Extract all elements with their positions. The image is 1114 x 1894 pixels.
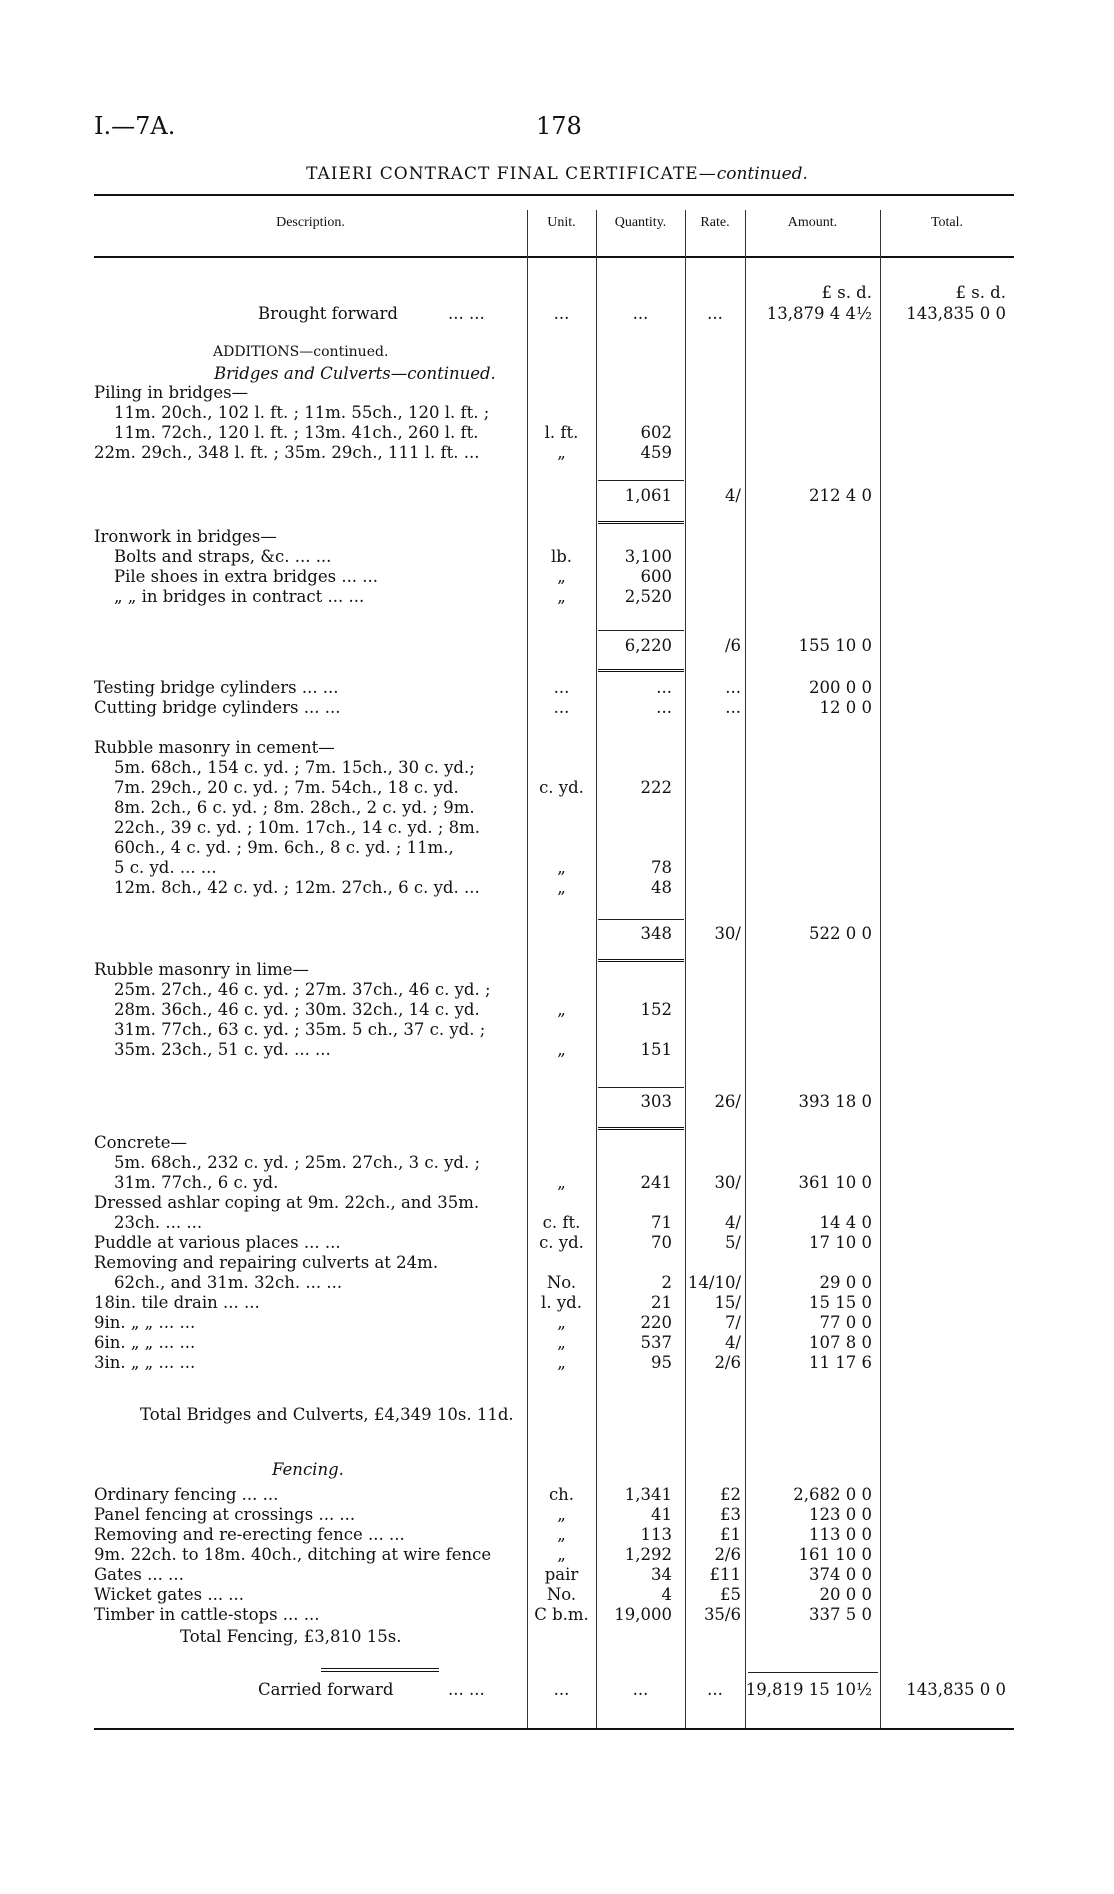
- line-description: 9in. „ „ ... ...: [94, 1313, 196, 1332]
- carried-forward-rule: [748, 1672, 878, 1673]
- line-description: Cutting bridge cylinders ... ...: [94, 698, 341, 717]
- line-unit: „: [557, 1333, 566, 1352]
- line-description: 25m. 27ch., 46 c. yd. ; 27m. 37ch., 46 c. yd. ;: [114, 980, 491, 999]
- currency-header-amount: £ s. d.: [821, 283, 872, 302]
- line-amount: 14 4 0: [819, 1213, 872, 1232]
- line-description: Gates ... ...: [94, 1565, 184, 1584]
- line-description: Testing bridge cylinders ... ...: [94, 678, 339, 697]
- page-number: 178: [536, 112, 582, 140]
- line-description: 5m. 68ch., 232 c. yd. ; 25m. 27ch., 3 c. yd. ;: [114, 1153, 481, 1172]
- carried-forward-unit: ...: [553, 1680, 570, 1699]
- line-amount: 113 0 0: [809, 1525, 872, 1544]
- line-rate: 4/: [724, 1213, 741, 1232]
- sum-rule-cement: [598, 919, 684, 920]
- line-description: Total Fencing, £3,810 15s.: [180, 1627, 402, 1646]
- line-amount: 12 0 0: [819, 698, 872, 717]
- brought-forward-label: Brought forward: [258, 304, 398, 323]
- line-quantity: 2,520: [624, 587, 672, 606]
- line-description: Bolts and straps, &c. ... ...: [114, 547, 332, 566]
- carried-forward-label: Carried forward: [258, 1680, 394, 1699]
- line-unit: „: [557, 443, 566, 462]
- brought-forward-amount: 13,879 4 4½: [766, 304, 872, 323]
- col-header-amount: Amount.: [787, 215, 838, 230]
- line-description: Wicket gates ... ...: [94, 1585, 245, 1604]
- line-amount: 361 10 0: [798, 1173, 872, 1192]
- line-rate: £11: [709, 1565, 741, 1584]
- line-quantity: ...: [656, 678, 672, 697]
- line-unit: ch.: [548, 1485, 575, 1504]
- line-description: 23ch. ... ...: [114, 1213, 203, 1232]
- carried-forward-dots: ... ...: [448, 1680, 485, 1699]
- line-description: 7m. 29ch., 20 c. yd. ; 7m. 54ch., 18 c. yd.: [114, 778, 459, 797]
- line-amount: 212 4 0: [809, 486, 872, 505]
- line-unit: „: [557, 1505, 566, 1524]
- line-unit: „: [557, 587, 566, 606]
- line-description: Removing and re-erecting fence ... ...: [94, 1525, 405, 1544]
- line-description: Puddle at various places ... ...: [94, 1233, 341, 1252]
- sum-rule-cement-double: [598, 959, 684, 962]
- line-quantity: ...: [656, 698, 672, 717]
- line-description: Dressed ashlar coping at 9m. 22ch., and 35m.: [94, 1193, 480, 1212]
- line-quantity: 1,341: [624, 1485, 672, 1504]
- line-amount: 17 10 0: [809, 1233, 872, 1252]
- line-unit: No.: [546, 1585, 577, 1604]
- title-main: TAIERI CONTRACT FINAL CERTIFICATE—: [306, 164, 717, 184]
- line-amount: 2,682 0 0: [793, 1485, 872, 1504]
- section-heading: ADDITIONS—continued.: [213, 344, 389, 360]
- line-unit: c. yd.: [539, 1233, 584, 1252]
- line-quantity: 459: [640, 443, 672, 462]
- line-rate: 15/: [714, 1293, 741, 1312]
- line-description: Fencing.: [272, 1460, 344, 1479]
- line-unit: „: [557, 1313, 566, 1332]
- line-description: Ordinary fencing ... ...: [94, 1485, 279, 1504]
- table-bottom-rule: [94, 1728, 1014, 1730]
- line-quantity: 537: [640, 1333, 672, 1352]
- line-amount: 374 0 0: [809, 1565, 872, 1584]
- line-description: 18in. tile drain ... ...: [94, 1293, 260, 1312]
- line-description: 22m. 29ch., 348 l. ft. ; 35m. 29ch., 111 l. ft. ...: [94, 443, 480, 462]
- line-quantity: 600: [640, 567, 672, 586]
- line-description: Total Bridges and Culverts, £4,349 10s. 11d.: [140, 1405, 514, 1424]
- line-rate: £1: [720, 1525, 741, 1544]
- line-quantity: 48: [651, 878, 672, 897]
- sum-rule-ironwork-double: [598, 669, 684, 672]
- line-description: 60ch., 4 c. yd. ; 9m. 6ch., 8 c. yd. ; 11m.,: [114, 838, 454, 857]
- sum-rule-ironwork: [598, 630, 684, 631]
- line-quantity: 241: [640, 1173, 672, 1192]
- line-rate: ...: [725, 678, 741, 697]
- line-unit: „: [557, 878, 566, 897]
- line-rate: ...: [725, 698, 741, 717]
- line-amount: 393 18 0: [798, 1092, 872, 1111]
- line-description: 3in. „ „ ... ...: [94, 1353, 196, 1372]
- line-rate: 2/6: [714, 1353, 741, 1372]
- sum-rule-lime: [598, 1087, 684, 1088]
- carried-forward-rate: ...: [707, 1680, 723, 1699]
- line-quantity: 152: [640, 1000, 672, 1019]
- line-amount: 15 15 0: [809, 1293, 872, 1312]
- line-quantity: 151: [640, 1040, 672, 1059]
- line-description: Pile shoes in extra bridges ... ...: [114, 567, 379, 586]
- section-subheading: Bridges and Culverts—continued.: [214, 364, 496, 383]
- line-description: Rubble masonry in lime—: [94, 960, 310, 979]
- col-header-rate: Rate.: [700, 215, 730, 230]
- line-quantity: 21: [651, 1293, 672, 1312]
- total-fencing-rule: [321, 1668, 439, 1672]
- line-description: Piling in bridges—: [94, 383, 249, 402]
- table-top-rule: [94, 194, 1014, 196]
- col-header-quantity: Quantity.: [614, 215, 667, 230]
- line-quantity: 34: [651, 1565, 672, 1584]
- currency-header-total: £ s. d.: [955, 283, 1006, 302]
- line-description: 31m. 77ch., 63 c. yd. ; 35m. 5 ch., 37 c. yd. ;: [114, 1020, 486, 1039]
- line-description: Removing and repairing culverts at 24m.: [94, 1253, 439, 1272]
- line-amount: 161 10 0: [798, 1545, 872, 1564]
- carried-forward-total: 143,835 0 0: [906, 1680, 1006, 1699]
- brought-forward-total: 143,835 0 0: [906, 304, 1006, 323]
- line-description: „ „ in bridges in contract ... ...: [114, 587, 365, 606]
- line-quantity: 113: [640, 1525, 672, 1544]
- line-description: 31m. 77ch., 6 c. yd.: [114, 1173, 279, 1192]
- sum-rule-lime-double: [598, 1127, 684, 1130]
- line-amount: 155 10 0: [798, 636, 872, 655]
- line-unit: „: [557, 1173, 566, 1192]
- line-amount: 522 0 0: [809, 924, 872, 943]
- col-header-total: Total.: [930, 215, 964, 230]
- line-quantity: 6,220: [624, 636, 672, 655]
- line-rate: 26/: [714, 1092, 741, 1111]
- header-bottom-rule: [94, 256, 1014, 258]
- sum-rule-piling: [598, 480, 684, 481]
- line-quantity: 78: [651, 858, 672, 877]
- line-unit: „: [557, 1040, 566, 1059]
- line-rate: 4/: [724, 486, 741, 505]
- line-amount: 29 0 0: [819, 1273, 872, 1292]
- line-quantity: 2: [661, 1273, 672, 1292]
- line-unit: No.: [546, 1273, 577, 1292]
- carried-forward-quantity: ...: [632, 1680, 649, 1699]
- brought-forward-unit: ...: [553, 304, 570, 323]
- line-unit: C b.m.: [534, 1605, 589, 1624]
- line-unit: ...: [553, 678, 570, 697]
- line-rate: £2: [720, 1485, 741, 1504]
- line-rate: £3: [720, 1505, 741, 1524]
- line-description: 11m. 72ch., 120 l. ft. ; 13m. 41ch., 260 l. ft.: [114, 423, 479, 442]
- line-quantity: 41: [651, 1505, 672, 1524]
- line-unit: „: [557, 1545, 566, 1564]
- line-quantity: 222: [640, 778, 672, 797]
- line-amount: 107 8 0: [809, 1333, 872, 1352]
- line-unit: l. yd.: [541, 1293, 582, 1312]
- line-description: Concrete—: [94, 1133, 187, 1152]
- col-rule-total: [880, 210, 881, 1728]
- line-description: 62ch., and 31m. 32ch. ... ...: [114, 1273, 343, 1292]
- line-rate: £5: [720, 1585, 741, 1604]
- line-quantity: 95: [651, 1353, 672, 1372]
- line-unit: „: [557, 858, 566, 877]
- line-description: 12m. 8ch., 42 c. yd. ; 12m. 27ch., 6 c. yd. ...: [114, 878, 480, 897]
- line-quantity: 19,000: [614, 1605, 672, 1624]
- line-rate: 30/: [714, 924, 741, 943]
- carried-forward-amount: 19,819 15 10½: [745, 1680, 872, 1699]
- line-amount: 20 0 0: [819, 1585, 872, 1604]
- line-unit: „: [557, 1000, 566, 1019]
- line-unit: „: [557, 567, 566, 586]
- line-amount: 123 0 0: [809, 1505, 872, 1524]
- col-header-unit: Unit.: [547, 215, 576, 230]
- line-description: 22ch., 39 c. yd. ; 10m. 17ch., 14 c. yd. ; 8m.: [114, 818, 481, 837]
- brought-forward-dots: ... ...: [448, 304, 485, 323]
- page-header-code: I.—7A.: [94, 112, 176, 140]
- col-header-description: Description.: [276, 215, 345, 230]
- line-quantity: 71: [651, 1213, 672, 1232]
- sum-rule-piling-double: [598, 521, 684, 524]
- line-rate: 35/6: [703, 1605, 741, 1624]
- line-unit: ...: [553, 698, 570, 717]
- line-quantity: 220: [640, 1313, 672, 1332]
- line-description: 28m. 36ch., 46 c. yd. ; 30m. 32ch., 14 c. yd.: [114, 1000, 480, 1019]
- line-unit: c. ft.: [542, 1213, 581, 1232]
- line-rate: 7/: [724, 1313, 741, 1332]
- line-description: Panel fencing at crossings ... ...: [94, 1505, 356, 1524]
- brought-forward-quantity: ...: [632, 304, 649, 323]
- line-unit: l. ft.: [544, 423, 579, 442]
- brought-forward-rate: ...: [707, 304, 723, 323]
- line-amount: 77 0 0: [819, 1313, 872, 1332]
- line-quantity: 1,292: [624, 1545, 672, 1564]
- line-quantity: 1,061: [624, 486, 672, 505]
- line-quantity: 348: [640, 924, 672, 943]
- line-quantity: 4: [661, 1585, 672, 1604]
- line-quantity: 303: [640, 1092, 672, 1111]
- line-rate: 4/: [724, 1333, 741, 1352]
- line-description: 35m. 23ch., 51 c. yd. ... ...: [114, 1040, 331, 1059]
- line-unit: c. yd.: [539, 778, 584, 797]
- line-description: Rubble masonry in cement—: [94, 738, 335, 757]
- line-rate: /6: [724, 636, 741, 655]
- line-quantity: 3,100: [624, 547, 672, 566]
- line-unit: „: [557, 1353, 566, 1372]
- line-description: 5m. 68ch., 154 c. yd. ; 7m. 15ch., 30 c. yd.;: [114, 758, 475, 777]
- line-rate: 2/6: [714, 1545, 741, 1564]
- page-title: [0, 164, 1114, 184]
- line-description: Ironwork in bridges—: [94, 527, 277, 546]
- line-rate: 5/: [724, 1233, 741, 1252]
- line-rate: 14/10/: [687, 1273, 741, 1292]
- line-amount: 11 17 6: [809, 1353, 872, 1372]
- line-amount: 337 5 0: [809, 1605, 872, 1624]
- title-continued: continued.: [716, 164, 808, 184]
- line-rate: 30/: [714, 1173, 741, 1192]
- line-description: 11m. 20ch., 102 l. ft. ; 11m. 55ch., 120 l. ft. ;: [114, 403, 490, 422]
- line-unit: „: [557, 1525, 566, 1544]
- line-amount: 200 0 0: [809, 678, 872, 697]
- line-description: Timber in cattle-stops ... ...: [94, 1605, 320, 1624]
- line-unit: lb.: [550, 547, 573, 566]
- line-unit: pair: [544, 1565, 579, 1584]
- line-quantity: 602: [640, 423, 672, 442]
- line-description: 5 c. yd. ... ...: [114, 858, 217, 877]
- line-quantity: 70: [651, 1233, 672, 1252]
- line-description: 6in. „ „ ... ...: [94, 1333, 196, 1352]
- line-description: 9m. 22ch. to 18m. 40ch., ditching at wire fence: [94, 1545, 492, 1564]
- line-description: 8m. 2ch., 6 c. yd. ; 8m. 28ch., 2 c. yd. ; 9m.: [114, 798, 475, 817]
